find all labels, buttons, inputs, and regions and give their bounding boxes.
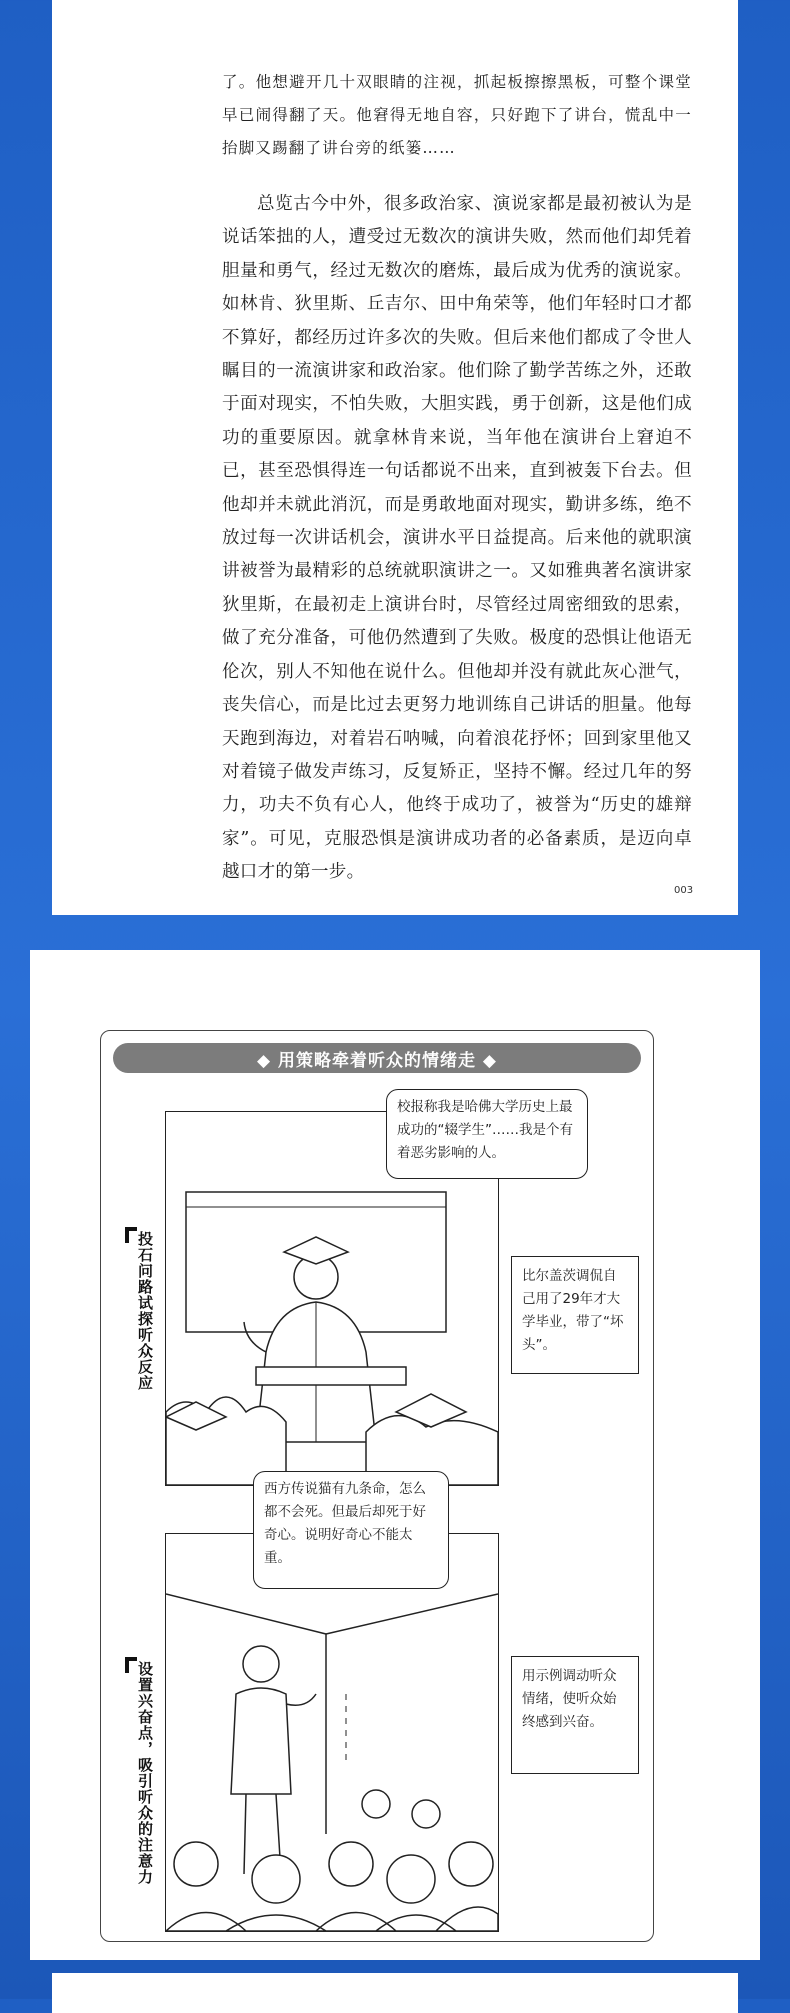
book-page-next [52,1973,738,2013]
main-text: 总览古今中外，很多政治家、演说家都是最初被认为是说话笨拙的人，遭受过无数次的演讲失败，然而他们却凭着胆量和勇气，经过无数次的磨炼，最后成为优秀的演说家。如林肯、狄里斯、丘吉尔、田中角荣等，他们年轻时口才都不算好，都经历过许多次的失败。但后来他们都成了令世人瞩目的一流演讲家和政治家。他们除了勤学苦练之外，还敢于面对现实，不怕失败，大胆实践，勇于创新，这是他们成功的重要原因。就拿林肯来说，当年他在演讲台上窘迫不已，甚至恐惧得连一句话都说不出来，直到被轰下台去。但他却并未就此消沉，而是勇敢地面对现实，勤讲多练，绝不放过每一次讲话机会，演讲水平日益提高。后来他的就职演讲被誉为最精彩的总统就职演讲之一。又如雅典著名演讲家狄里斯，在最初走上演讲台时，尽管经过周密细致的思索，做了充分准备，可他仍然遭到了失败。极度的恐惧让他语无伦次，别人不知他在说什么。但他却并没有就此灰心泄气，丧失信心，而是比过去更努力地训练自己讲话的胆量。他每天跑到海边，对着岩石呐喊，向着浪花抒怀；回到家里他又对着镜子做发声练习，反复矫正，坚持不懈。经过几年的努力，功夫不负有心人，他终于成功了，被誉为“历史的雄辩家”。可见，克服恐惧是演讲成功者的必备素质，是迈向卓越口才的第一步。 [222,194,692,883]
corner-bracket-icon [125,1227,137,1243]
quote-text: 了。他想避开几十双眼睛的注视，抓起板擦擦黑板，可整个课堂早已闹得翻了天。他窘得无地自容，只好跑下了讲台，慌乱中一抬脚又踢翻了讲台旁的纸篓…… [222,73,692,157]
speech-bubble-2: 西方传说猫有九条命，怎么都不会死。但最后却死于好奇心。说明好奇心不能太重。 [253,1471,449,1589]
comic-frame [100,1030,654,1942]
book-page-top [52,0,738,915]
main-paragraph [222,188,692,890]
caption-box-1: 比尔盖茨调侃自己用了29年才大学毕业，带了“坏头”。 [511,1256,639,1374]
page-number: 003 [674,885,694,896]
corner-bracket-icon [125,1657,137,1673]
comic-panel-speaker [165,1533,499,1932]
speech-bubble-1: 校报称我是哈佛大学历史上最成功的“辍学生”……我是个有着恶劣影响的人。 [386,1089,588,1179]
speaker-illustration [166,1534,498,1931]
comic-title-banner: ◆ 用策略牵着听众的情绪走 ◆ [113,1043,641,1073]
technique-label-1 [131,1231,153,1401]
technique-label-2-text: 设置兴奋点，吸引听众的注意力 [136,1661,154,1885]
technique-label-2 [131,1661,153,1901]
caption-box-2: 用示例调动听众情绪，使听众始终感到兴奋。 [511,1656,639,1774]
quote-paragraph [222,66,692,165]
technique-label-1-text: 投石问路试探听众反应 [136,1231,154,1391]
